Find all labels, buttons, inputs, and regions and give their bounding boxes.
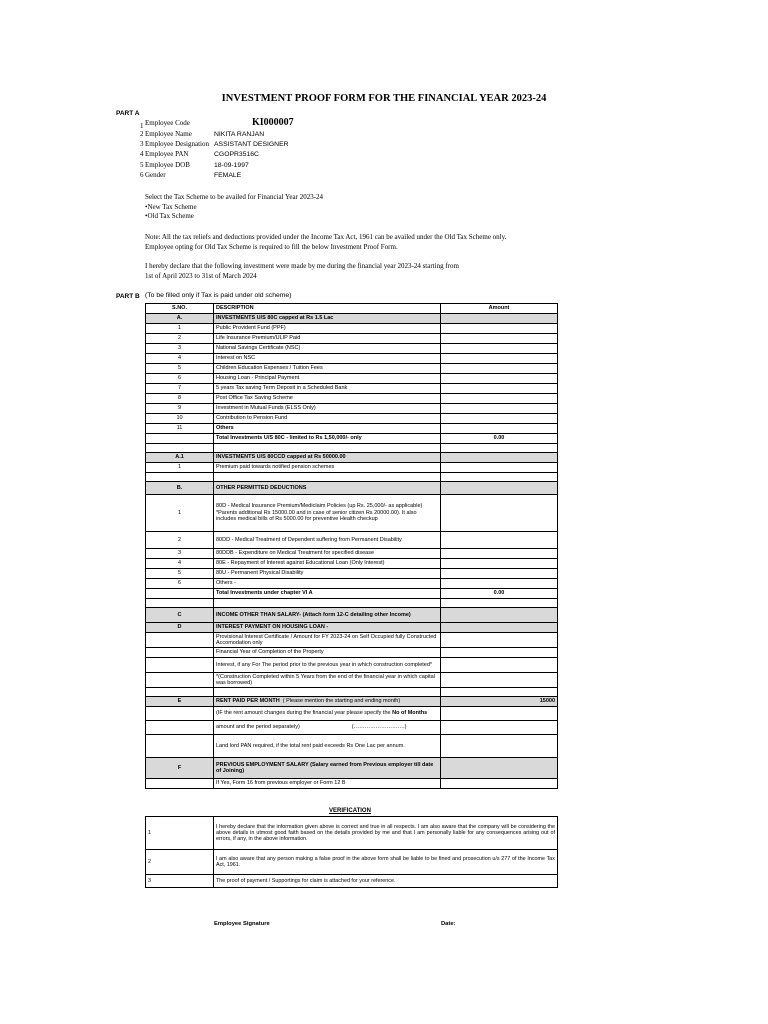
row-description: Housing Loan - Principal Payment [214,374,441,384]
row-description: Others - [214,579,441,589]
part-b-label: PART B [116,293,140,300]
employee-field-label: Employee Name [145,130,192,138]
employee-field-label: Employee DOB [145,161,190,169]
amount-cell[interactable] [441,424,558,434]
amount-cell[interactable] [441,648,558,658]
employee-field-value: NIKITA RANJAN [214,131,265,138]
table-cell [214,444,441,453]
amount-cell[interactable] [441,559,558,569]
employee-code-value: KI000007 [252,117,294,128]
amount-cell[interactable] [441,384,558,394]
employee-row-number: 1 [140,122,144,130]
amount-cell[interactable] [441,735,558,758]
amount-cell[interactable] [441,314,558,324]
table-cell [146,589,214,599]
row-sno: 5 [146,569,214,579]
date-label: Date: [441,921,456,927]
employee-row [140,150,259,158]
amount-cell[interactable] [441,779,558,789]
header-description: DESCRIPTION [214,304,441,314]
section-row [146,608,558,623]
table-row [146,549,558,559]
declaration-line-1: I hereby declare that the following investment were made by me during the financial year 2023-24 starting from [145,262,459,270]
verification-text: I am also aware that any person making a false proof in the above form shall be liable to be fined and prosecution u/s 277 of the Income Tax Act, 1961. [214,850,558,875]
amount-cell[interactable] [441,608,558,623]
verification-number: 3 [146,875,214,888]
row-description: Public Provident Fund (PPF) [214,324,441,334]
table-cell [441,599,558,608]
header-sno: S.NO. [146,304,214,314]
section-row [146,623,558,633]
table-cell [146,633,214,648]
employee-row-number: 4 [140,150,144,158]
row-description: Others [214,424,441,434]
verification-title: VERIFICATION [329,808,371,814]
rent-amount-cell[interactable]: 15000 [441,697,558,707]
note-line-1: Note: All the tax reliefs and deductions provided under the Income Tax Act, 1961 can be availed under the Old Tax Scheme only. [145,233,507,241]
verification-table [145,816,558,888]
row-description: 80DD - Medical Treatment of Dependent suffering from Permanent Disability [214,532,441,549]
row-sno: 5 [146,364,214,374]
table-row [146,559,558,569]
row-sno: 6 [146,374,214,384]
verification-number: 1 [146,817,214,850]
amount-cell[interactable] [441,374,558,384]
table-row [146,414,558,424]
row-description: Provisional Interest Certificate / Amount for FY 2023-24 on Self Occupied fully Constructed Accomodation only [214,633,441,648]
section-row [146,482,558,495]
row-description: Life Insurance Premium/ULIP Paid [214,334,441,344]
verification-row [146,817,558,850]
blank-row [146,473,558,482]
section-title: INVESTMENTS U/S 80C capped at Rs 1.5 Lac [214,314,441,324]
table-row [146,579,558,589]
amount-cell[interactable] [441,673,558,688]
row-sno: 9 [146,404,214,414]
employee-row-number: 2 [140,130,144,138]
amount-cell[interactable] [441,453,558,463]
section-sno: F [146,758,214,779]
employee-row [140,171,241,179]
row-sno: 10 [146,414,214,424]
row-sno: 11 [146,424,214,434]
row-description [214,707,441,721]
table-row [146,532,558,549]
scheme-option-old[interactable]: •Old Tax Scheme [145,212,194,221]
table-row [146,633,558,648]
row-description: Contribution to Pension Fund [214,414,441,424]
scheme-option-new[interactable]: •New Tax Scheme [145,202,197,211]
row-sno: 4 [146,559,214,569]
verification-row [146,850,558,875]
section-title [214,697,441,707]
section-title: INTEREST PAYMENT ON HOUSING LOAN - [214,623,441,633]
verification-text: The proof of payment / Supportings for claim is attached for your reference. [214,875,558,888]
total-row [146,589,558,599]
table-row [146,495,558,532]
section-sno: C [146,608,214,623]
blank-row [146,444,558,453]
part-b-note: (To be filled only if Tax is paid under old scheme) [145,292,292,299]
row-description: 80E - Repayment of Interest against Educational Loan (Only Interest) [214,559,441,569]
table-row [146,424,558,434]
table-cell [146,707,214,721]
rent-instruction-2: amount and the period separately) [216,724,300,731]
employee-field-value: 18-09-1997 [214,162,249,169]
amount-cell[interactable] [441,721,558,735]
rent-instruction: (IF the rent amount changes during the financial year please specify the [216,710,393,717]
employee-field-label: Gender [145,171,166,179]
verification-number: 2 [146,850,214,875]
rent-period-blank[interactable]: (……………………….) [351,724,407,731]
amount-cell[interactable] [441,463,558,473]
section-title: PREVIOUS EMPLOYMENT SALARY (Salary earned from Previous employer till date of Joining) [214,758,441,779]
employee-field-label: Employee Designation [145,140,209,148]
table-row [146,658,558,673]
rent-title: RENT PAID PER MONTH [216,698,280,705]
declaration-line-2: 1st of April 2023 to 31st of March 2024 [145,271,257,280]
table-row [146,735,558,758]
amount-cell[interactable] [441,414,558,424]
table-row [146,394,558,404]
row-description: 80D - Medical Insurance Premium/Mediclaim Policies (up Rs. 25,000/- as applicable) *Parents additional Rs 15000.00 and in case of senior citizen Rs 20000.00). It also includes medical bills of Rs 5000.00 for preventive Health checkup [214,495,441,532]
amount-cell[interactable] [441,495,558,532]
table-row [146,673,558,688]
amount-cell[interactable] [441,532,558,549]
amount-cell[interactable] [441,579,558,589]
section-row [146,697,558,707]
employee-row-number: 6 [140,171,144,179]
section-sno: E [146,697,214,707]
row-description: Post Office Tax Saving Scheme [214,394,441,404]
table-cell [214,599,441,608]
table-cell [214,473,441,482]
amount-cell[interactable] [441,404,558,414]
amount-cell[interactable] [441,658,558,673]
amount-cell[interactable] [441,482,558,495]
rent-note: ( Please mention the starting and ending month) [282,698,401,705]
amount-cell[interactable]: 0.00 [441,589,558,599]
blank-row [146,688,558,697]
row-sno: 1 [146,463,214,473]
total-label: Total Investments under chapter VI A [214,589,441,599]
row-description [214,721,441,735]
total-label: Total Investments U/S 80C - limited to Rs 1,50,000/- only [214,434,441,444]
amount-cell[interactable] [441,354,558,364]
declaration-section [145,262,459,281]
row-description: 80U - Permanent Physical Disability [214,569,441,579]
row-sno: 7 [146,384,214,394]
section-row [146,453,558,463]
table-row [146,344,558,354]
header-amount: Amount [441,304,558,314]
employee-field-value: FEMALE [214,172,242,179]
row-sno: 8 [146,394,214,404]
row-description: Premium paid towards notified pension schemes [214,463,441,473]
total-row [146,434,558,444]
blank-row [146,599,558,608]
row-sno: 2 [146,532,214,549]
table-row [146,334,558,344]
row-sno: 6 [146,579,214,589]
section-row [146,758,558,779]
table-cell [441,688,558,697]
employee-row [140,130,264,138]
amount-cell[interactable] [441,364,558,374]
section-sno: A. [146,314,214,324]
amount-cell[interactable] [441,344,558,354]
row-sno: 4 [146,354,214,364]
row-description: Land lord PAN required, if the total rent paid exceeds Rs One Lac per annum. [214,735,441,758]
amount-cell[interactable] [441,324,558,334]
amount-cell[interactable] [441,707,558,721]
table-row [146,354,558,364]
section-title: INCOME OTHER THAN SALARY- (Attach form 12-C detailing other Income) [214,608,441,623]
table-cell [146,735,214,758]
table-row [146,569,558,579]
amount-cell[interactable] [441,394,558,404]
row-sno: 1 [146,495,214,532]
table-row [146,364,558,374]
table-cell [214,688,441,697]
amount-cell[interactable] [441,623,558,633]
note-section [145,233,506,252]
row-description: 80DDB - Expenditure on Medical Treatment for specified disease [214,549,441,559]
employee-field-label: Employee PAN [145,150,189,158]
section-sno: B. [146,482,214,495]
table-row [146,648,558,658]
employee-row [140,161,249,169]
table-cell [146,473,214,482]
scheme-section [145,193,323,222]
table-cell [146,599,214,608]
row-description: Children Education Expenses / Tuition Fees [214,364,441,374]
table-row [146,721,558,735]
row-description: Financial Year of Completion of the Property [214,648,441,658]
table-row [146,404,558,414]
row-description: National Savings Certificate (NSC) [214,344,441,354]
part-a-label: PART A [116,110,140,117]
employee-row-number: 5 [140,161,144,169]
scheme-instruction: Select the Tax Scheme to be availed for Financial Year 2023-24 [145,193,324,201]
table-cell [146,673,214,688]
verification-row [146,875,558,888]
employee-field-value: ASSISTANT DESIGNER [214,141,289,148]
amount-cell[interactable] [441,569,558,579]
table-row [146,463,558,473]
row-sno: 3 [146,549,214,559]
row-description: Interest on NSC [214,354,441,364]
employee-row [140,140,289,148]
amount-cell[interactable] [441,334,558,344]
table-cell [146,779,214,789]
table-cell [146,444,214,453]
employee-field-value: CGOPR3516C [214,151,259,158]
employee-signature-label: Employee Signature [214,921,270,927]
table-cell [146,721,214,735]
note-line-2: Employee opting for Old Tax Scheme is required to fill the below Investment Proof Form. [145,242,398,251]
table-row [146,324,558,334]
row-description: Interest, if any For The period prior to the previous year in which construction completed* [214,658,441,673]
form-title: INVESTMENT PROOF FORM FOR THE FINANCIAL YEAR 2023-24 [221,93,547,104]
employee-field-label: Employee Code [145,119,190,127]
table-row [146,779,558,789]
section-title: INVESTMENTS U/S 80CCD capped at Rs 50000.00 [214,453,441,463]
row-sno: 2 [146,334,214,344]
table-row [146,384,558,394]
table-cell [146,688,214,697]
row-description: Investment in Mutual Funds (ELSS Only) [214,404,441,414]
employee-row-number: 3 [140,140,144,148]
row-description: *(Construction Completed within 5 Years from the end of the financial year in which capital was borrowed) [214,673,441,688]
investment-table [145,303,558,789]
table-header-row [146,304,558,314]
table-cell [146,648,214,658]
row-sno: 1 [146,324,214,334]
amount-cell[interactable] [441,549,558,559]
table-cell [441,473,558,482]
verification-text: I hereby declare that the information given above is correct and true in all respects. I am also aware that the company will be considering the above details in utmost good faith based on the details provided by me and that I am personally liable for any consequences arising out of errors, if any, in the above information. [214,817,558,850]
table-cell [146,434,214,444]
section-row [146,314,558,324]
table-cell [441,444,558,453]
section-sno: A.1 [146,453,214,463]
table-row [146,374,558,384]
amount-cell[interactable] [441,758,558,779]
employee-row [140,117,294,128]
rent-months-label: No of Months [392,710,428,717]
section-sno: D [146,623,214,633]
amount-cell[interactable]: 0.00 [441,434,558,444]
row-description: If Yes, Form 16 from previous employer or Form 12 B [214,779,441,789]
row-sno: 3 [146,344,214,354]
table-row [146,707,558,721]
section-title: OTHER PERMITTED DEDUCTIONS [214,482,441,495]
amount-cell[interactable] [441,633,558,648]
row-description: 5 years Tax saving Term Deposit in a Scheduled Bank [214,384,441,394]
table-cell [146,658,214,673]
